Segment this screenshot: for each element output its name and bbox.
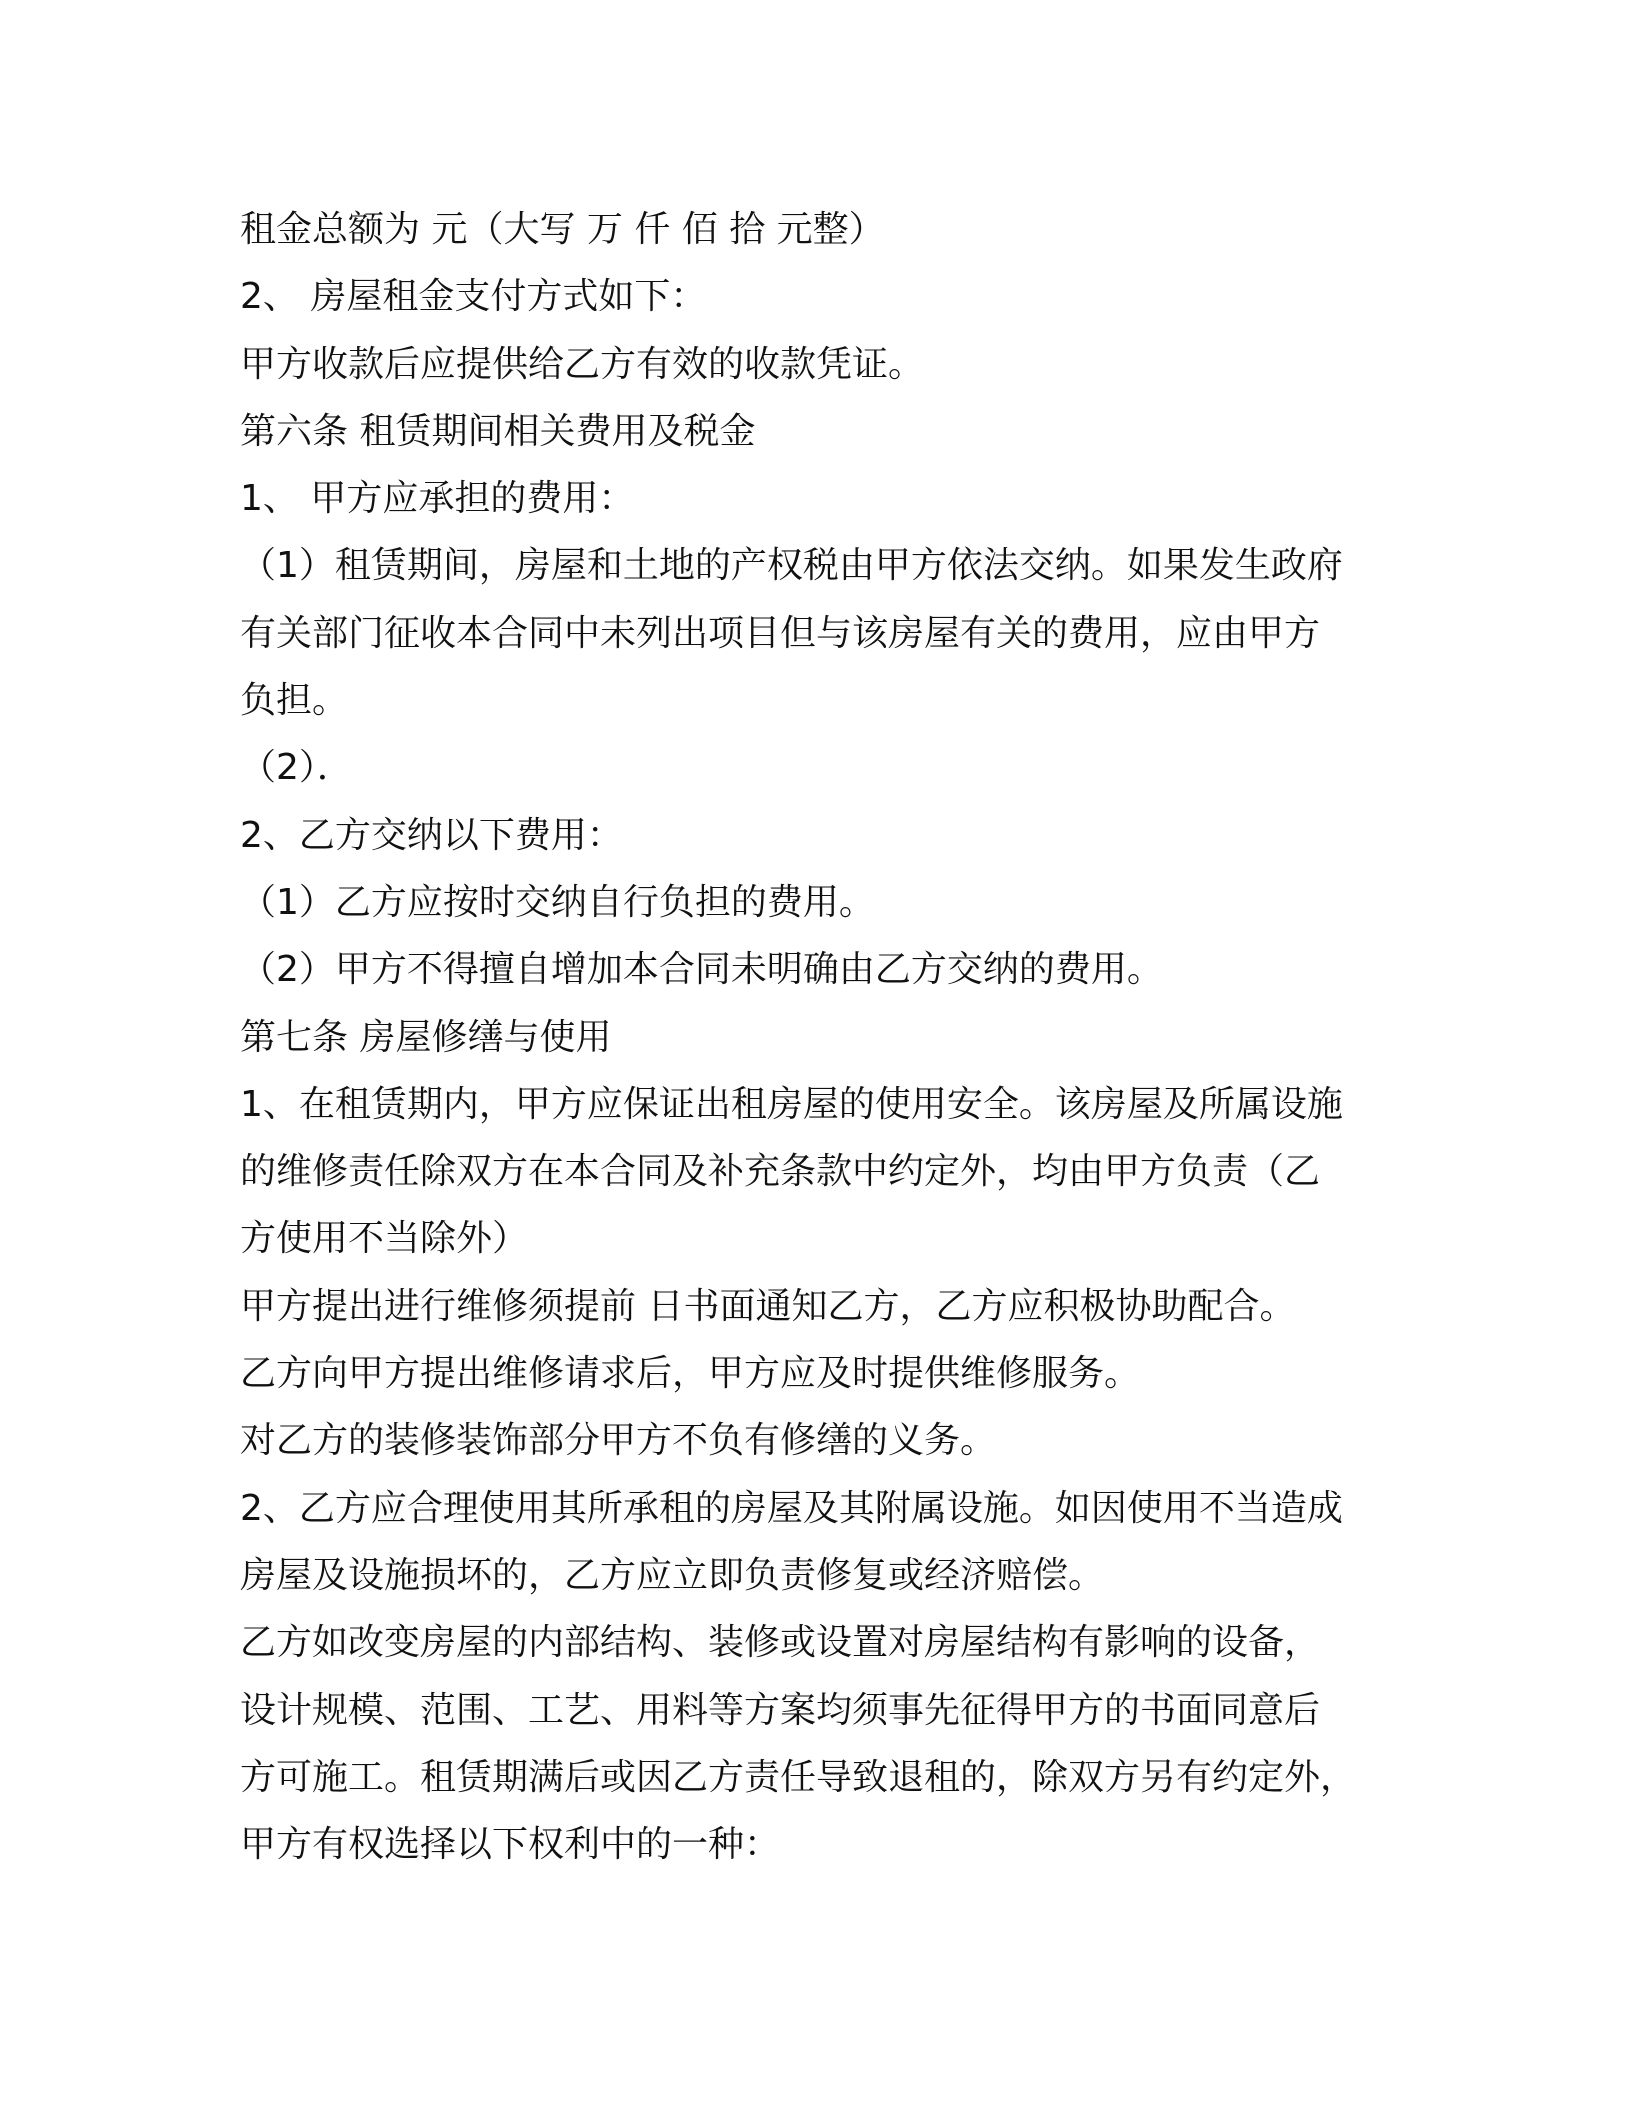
section-heading: 第六条 租赁期间相关费用及税金: [240, 410, 756, 452]
text-line: 乙方向甲方提出维修请求后，甲方应及时提供维修服务。: [240, 1353, 1141, 1395]
text-line: 甲方有权选择以下权利中的一种：: [240, 1824, 781, 1866]
text-line: 方使用不当除外）: [240, 1218, 529, 1260]
text-line: 设计规模、范围、工艺、用料等方案均须事先征得甲方的书面同意后: [240, 1689, 1321, 1731]
text-line: 1、 甲方应承担的费用：: [240, 478, 635, 520]
text-line: 甲方收款后应提供给乙方有效的收款凭证。: [240, 343, 925, 385]
text-line: 的维修责任除双方在本合同及补充条款中约定外，均由甲方负责（乙: [240, 1151, 1321, 1193]
text-line: 1、在租赁期内，甲方应保证出租房屋的使用安全。该房屋及所属设施: [240, 1083, 1343, 1125]
text-line: 负担。: [240, 680, 349, 722]
text-line: 乙方如改变房屋的内部结构、装修或设置对房屋结构有影响的设备，: [240, 1622, 1321, 1664]
text-line: 甲方提出进行维修须提前 日书面通知乙方，乙方应积极协助配合。: [240, 1285, 1296, 1327]
text-line: （1）租赁期间，房屋和土地的产权税由甲方依法交纳。如果发生政府: [240, 545, 1343, 587]
text-line: （1）乙方应按时交纳自行负担的费用。: [240, 881, 875, 923]
text-line: 租金总额为 元（大写 万 仟 佰 拾 元整）: [240, 209, 885, 250]
text-line: 2、 房屋租金支付方式如下：: [240, 276, 707, 318]
text-line: 对乙方的装修装饰部分甲方不负有修缮的义务。: [240, 1420, 997, 1462]
text-line: 方可施工。租赁期满后或因乙方责任导致退租的，除双方另有约定外，: [240, 1756, 1357, 1798]
text-line: 2、乙方应合理使用其所承租的房屋及其附属设施。如因使用不当造成: [240, 1487, 1343, 1529]
section-heading: 第七条 房屋修缮与使用: [240, 1016, 612, 1058]
text-line: 2、乙方交纳以下费用：: [240, 814, 623, 856]
document-body: [240, 196, 1390, 1878]
text-line: 房屋及设施损坏的，乙方应立即负责修复或经济赔偿。: [240, 1554, 1105, 1596]
text-line: （2）甲方不得擅自增加本合同未明确由乙方交纳的费用。: [240, 949, 1163, 991]
text-line: 有关部门征收本合同中未列出项目但与该房屋有关的费用，应由甲方: [240, 612, 1321, 654]
text-line: （2）．: [240, 747, 353, 789]
